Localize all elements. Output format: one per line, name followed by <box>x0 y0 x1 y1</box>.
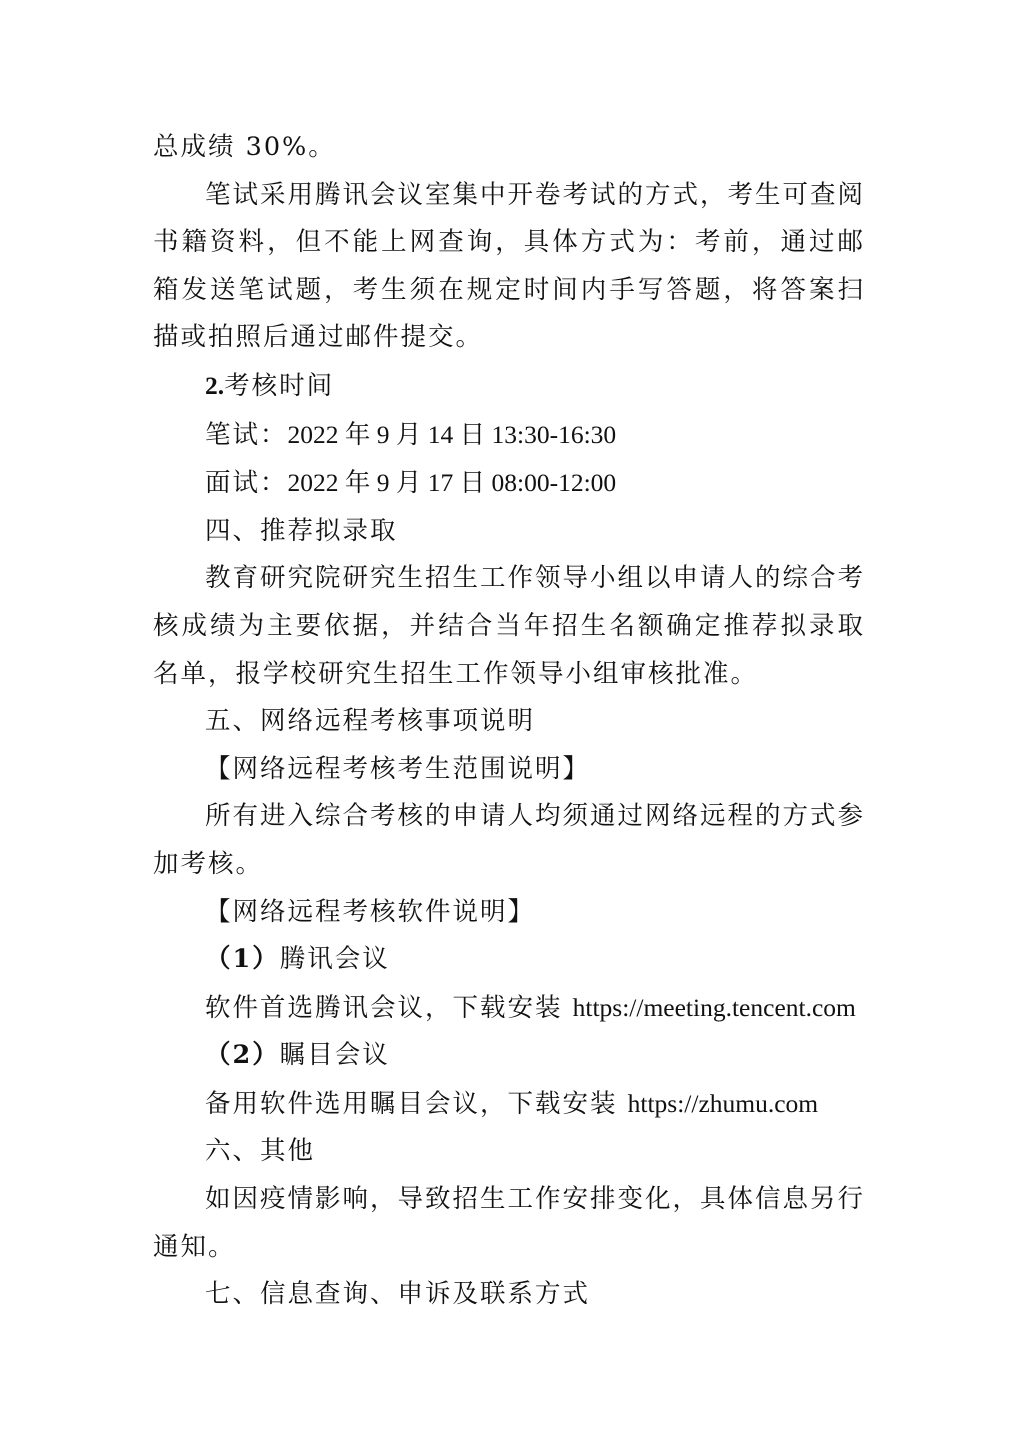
paragraph-total-score: 总成绩 30%。 <box>153 132 336 162</box>
software-2-body <box>153 1080 865 1129</box>
software-2-name: 瞩目会议 <box>279 1040 390 1071</box>
section-6-body: 如因疫情影响，导致招生工作安排变化，具体信息另行通知。 <box>153 1184 866 1262</box>
heading-exam-time-number: 2. <box>205 370 225 400</box>
interview-time <box>153 459 865 508</box>
scope-body: 所有进入综合考核的申请人均须通过网络远程的方式参加考核。 <box>153 801 866 879</box>
software-title: 【网络远程考核软件说明】 <box>205 896 536 927</box>
heading-exam-time <box>153 362 865 411</box>
software-2-heading <box>153 1032 865 1080</box>
section-6-title: 六、其他 <box>205 1136 316 1167</box>
software-2-text: 备用软件选用瞩目会议，下载安装 <box>205 1088 628 1119</box>
written-exam-time <box>153 411 865 460</box>
software-1-url[interactable]: https://meeting.tencent.com <box>572 992 856 1022</box>
interview-value: 2022 年 9 月 17 日 08:00-12:00 <box>287 468 617 498</box>
software-2-url[interactable]: https://zhumu.com <box>627 1088 819 1118</box>
software-1-text: 软件首选腾讯会议，下载安装 <box>205 992 573 1023</box>
section-5-title: 五、网络远程考核事项说明 <box>205 706 536 737</box>
software-2-number: （2） <box>205 1040 280 1071</box>
written-exam-value: 2022 年 9 月 14 日 13:30-16:30 <box>287 419 617 449</box>
interview-label: 面试： <box>205 468 288 499</box>
document-body <box>153 124 865 1319</box>
written-exam-label: 笔试： <box>205 419 288 450</box>
software-1-number: （1） <box>205 944 280 975</box>
software-1-heading <box>153 936 865 984</box>
section-7-title: 七、信息查询、申诉及联系方式 <box>205 1279 591 1310</box>
scope-title: 【网络远程考核考生范围说明】 <box>205 753 591 784</box>
section-4-title: 四、推荐拟录取 <box>205 515 398 546</box>
paragraph-written-exam-method: 笔试采用腾讯会议室集中开卷考试的方式，考生可查阅书籍资料，但不能上网查询，具体方式为：考前，通过邮箱发送笔试题，考生须在规定时间内手写答题，将答案扫描或拍照后通过邮件提交。 <box>153 179 866 353</box>
software-1-name: 腾讯会议 <box>279 944 390 975</box>
software-1-body <box>153 984 865 1033</box>
heading-exam-time-text: 考核时间 <box>224 370 335 401</box>
section-4-body: 教育研究院研究生招生工作领导小组以申请人的综合考核成绩为主要依据，并结合当年招生名额确定推荐拟录取名单，报学校研究生招生工作领导小组审核批准。 <box>153 563 866 689</box>
